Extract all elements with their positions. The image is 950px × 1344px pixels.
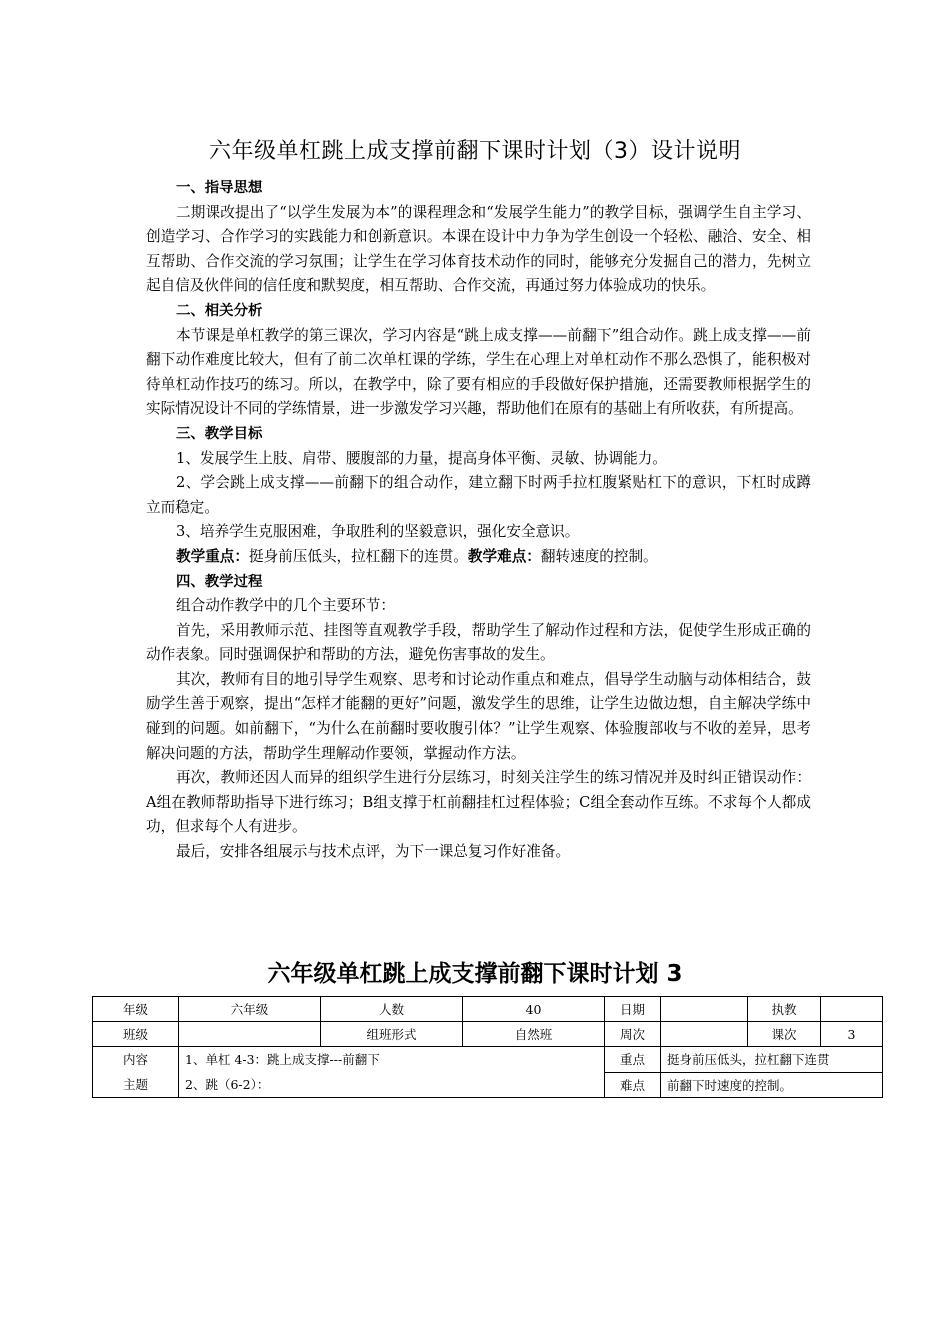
goal-item-3: 3、培养学生克服困难，争取胜利的坚毅意识，强化安全意识。 bbox=[176, 523, 580, 541]
cell-content-label bbox=[93, 1047, 179, 1098]
cell-content-value bbox=[179, 1047, 605, 1098]
cell-date-value bbox=[661, 997, 748, 1022]
section-heading-process: 四、教学过程 bbox=[176, 573, 263, 590]
table-row bbox=[93, 1022, 883, 1047]
process-intro: 组合动作教学中的几个主要环节： bbox=[176, 597, 395, 615]
cell-teacher-label: 执教 bbox=[748, 997, 821, 1022]
difficulty-label: 教学难点： bbox=[467, 547, 541, 565]
cell-grouping-value: 自然班 bbox=[463, 1022, 605, 1047]
goal-item-1: 1、发展学生上肢、肩带、腰腹部的力量，提高身体平衡、灵敏、协调能力。 bbox=[176, 449, 667, 467]
lesson-plan-table bbox=[92, 996, 883, 1098]
goal-item-2: 2、学会跳上成支撑——前翻下的组合动作，建立翻下时两手拉杠腹紧贴杠下的意识，下杠时成蹲立而稳定。 bbox=[146, 474, 811, 516]
table-row bbox=[93, 997, 883, 1022]
content-label-line-2: 主题 bbox=[122, 1077, 148, 1092]
cell-grade-label: 年级 bbox=[93, 997, 179, 1022]
section-heading-analysis: 二、相关分析 bbox=[176, 302, 263, 319]
process-step-third: 再次，教师还因人而异的组织学生进行分层练习，时刻关注学生的练习情况并及时纠正错误动作：A组在教师帮助指导下进行练习；B组支撑于杠前翻挂杠过程体验；C组全套动作互练。不求每个人都成功，但求每个人有进步。 bbox=[146, 769, 811, 836]
table-row bbox=[93, 1047, 883, 1073]
content-line-1: 1、单杠 4-3：跳上成支撑---前翻下 bbox=[185, 1052, 380, 1067]
process-step-last: 最后，安排各组展示与技术点评，为下一课总复习作好准备。 bbox=[176, 843, 571, 861]
cell-date-label: 日期 bbox=[605, 997, 661, 1022]
cell-lesson-value: 3 bbox=[821, 1022, 883, 1047]
content-label-line-1: 内容 bbox=[122, 1052, 148, 1067]
process-step-second: 其次，教师有目的地引导学生观察、思考和讨论动作重点和难点，倡导学生动脑与动体相结合，鼓励学生善于观察，提出“怎样才能翻的更好”问题，激发学生的思维，让学生边做边想，自主解决学练中碰到的问题。如前翻下，“为什么在前翻时要收腹引体？”让学生观察、体验腹部收与不收的差异，思考解决问题的方法，帮助学生理解动作要领，掌握动作方法。 bbox=[146, 670, 811, 762]
cell-grade-value: 六年级 bbox=[179, 997, 321, 1022]
document-title: 六年级单杠跳上成支撑前翻下课时计划（3）设计说明 bbox=[209, 139, 741, 164]
cell-class-value bbox=[179, 1022, 321, 1047]
cell-grouping-label: 组班形式 bbox=[321, 1022, 463, 1047]
cell-teacher-value bbox=[821, 997, 883, 1022]
paragraph-guiding-ideology: 二期课改提出了“以学生发展为本”的课程理念和“发展学生能力”的教学目标，强调学生自主学习、创造学习、合作学习的实践能力和创新意识。本课在设计中力争为学生创设一个轻松、融洽、安全、相互帮助、合作交流的学习氛围；让学生在学习体育技术动作的同时，能够充分发掘自己的潜力，先树立起自信及伙伴间的信任度和默契度，相互帮助、合作交流，再通过努力体验成功的快乐。 bbox=[146, 203, 811, 295]
section-heading-guiding-ideology: 一、指导思想 bbox=[176, 180, 263, 196]
design-notes bbox=[146, 176, 811, 865]
difficulty-text: 翻转速度的控制。 bbox=[540, 547, 658, 565]
cell-key-value: 挺身前压低头，拉杠翻下连贯 bbox=[661, 1047, 883, 1073]
cell-difficulty-value: 前翻下时速度的控制。 bbox=[661, 1072, 883, 1098]
paragraph-analysis: 本节课是单杠教学的第三课次，学习内容是“跳上成支撑——前翻下”组合动作。跳上成支撑——前翻下动作难度比较大，但有了前二次单杠课的学练，学生在心理上对单杠动作不那么恐惧了，能积极对待单杠动作技巧的练习。所以，在教学中，除了要有相应的手段做好保护措施，还需要教师根据学生的实际情况设计不同的学练情景，进一步激发学习兴趣，帮助他们在原有的基础上有所收获，有所提高。 bbox=[146, 326, 811, 418]
cell-week-value bbox=[661, 1022, 748, 1047]
section-heading-goals: 三、教学目标 bbox=[176, 425, 263, 442]
lesson-plan-title: 六年级单杠跳上成支撑前翻下课时计划 3 bbox=[267, 961, 683, 987]
cell-difficulty-label: 难点 bbox=[605, 1072, 661, 1098]
cell-lesson-label: 课次 bbox=[748, 1022, 821, 1047]
key-point-label: 教学重点： bbox=[176, 547, 249, 565]
key-difficulty-line bbox=[146, 545, 811, 570]
content-line-2: 2、跳（6-2）： bbox=[185, 1077, 270, 1092]
cell-class-label: 班级 bbox=[93, 1022, 179, 1047]
cell-count-label: 人数 bbox=[321, 997, 463, 1022]
cell-week-label: 周次 bbox=[605, 1022, 661, 1047]
key-point-text: 挺身前压低头，拉杠翻下的连贯。 bbox=[248, 547, 468, 565]
cell-count-value: 40 bbox=[463, 997, 605, 1022]
process-step-first: 首先，采用教师示范、挂图等直观教学手段，帮助学生了解动作过程和方法，促使学生形成正确的动作表象。同时强调保护和帮助的方法，避免伤害事故的发生。 bbox=[146, 621, 811, 664]
cell-key-label: 重点 bbox=[605, 1047, 661, 1073]
